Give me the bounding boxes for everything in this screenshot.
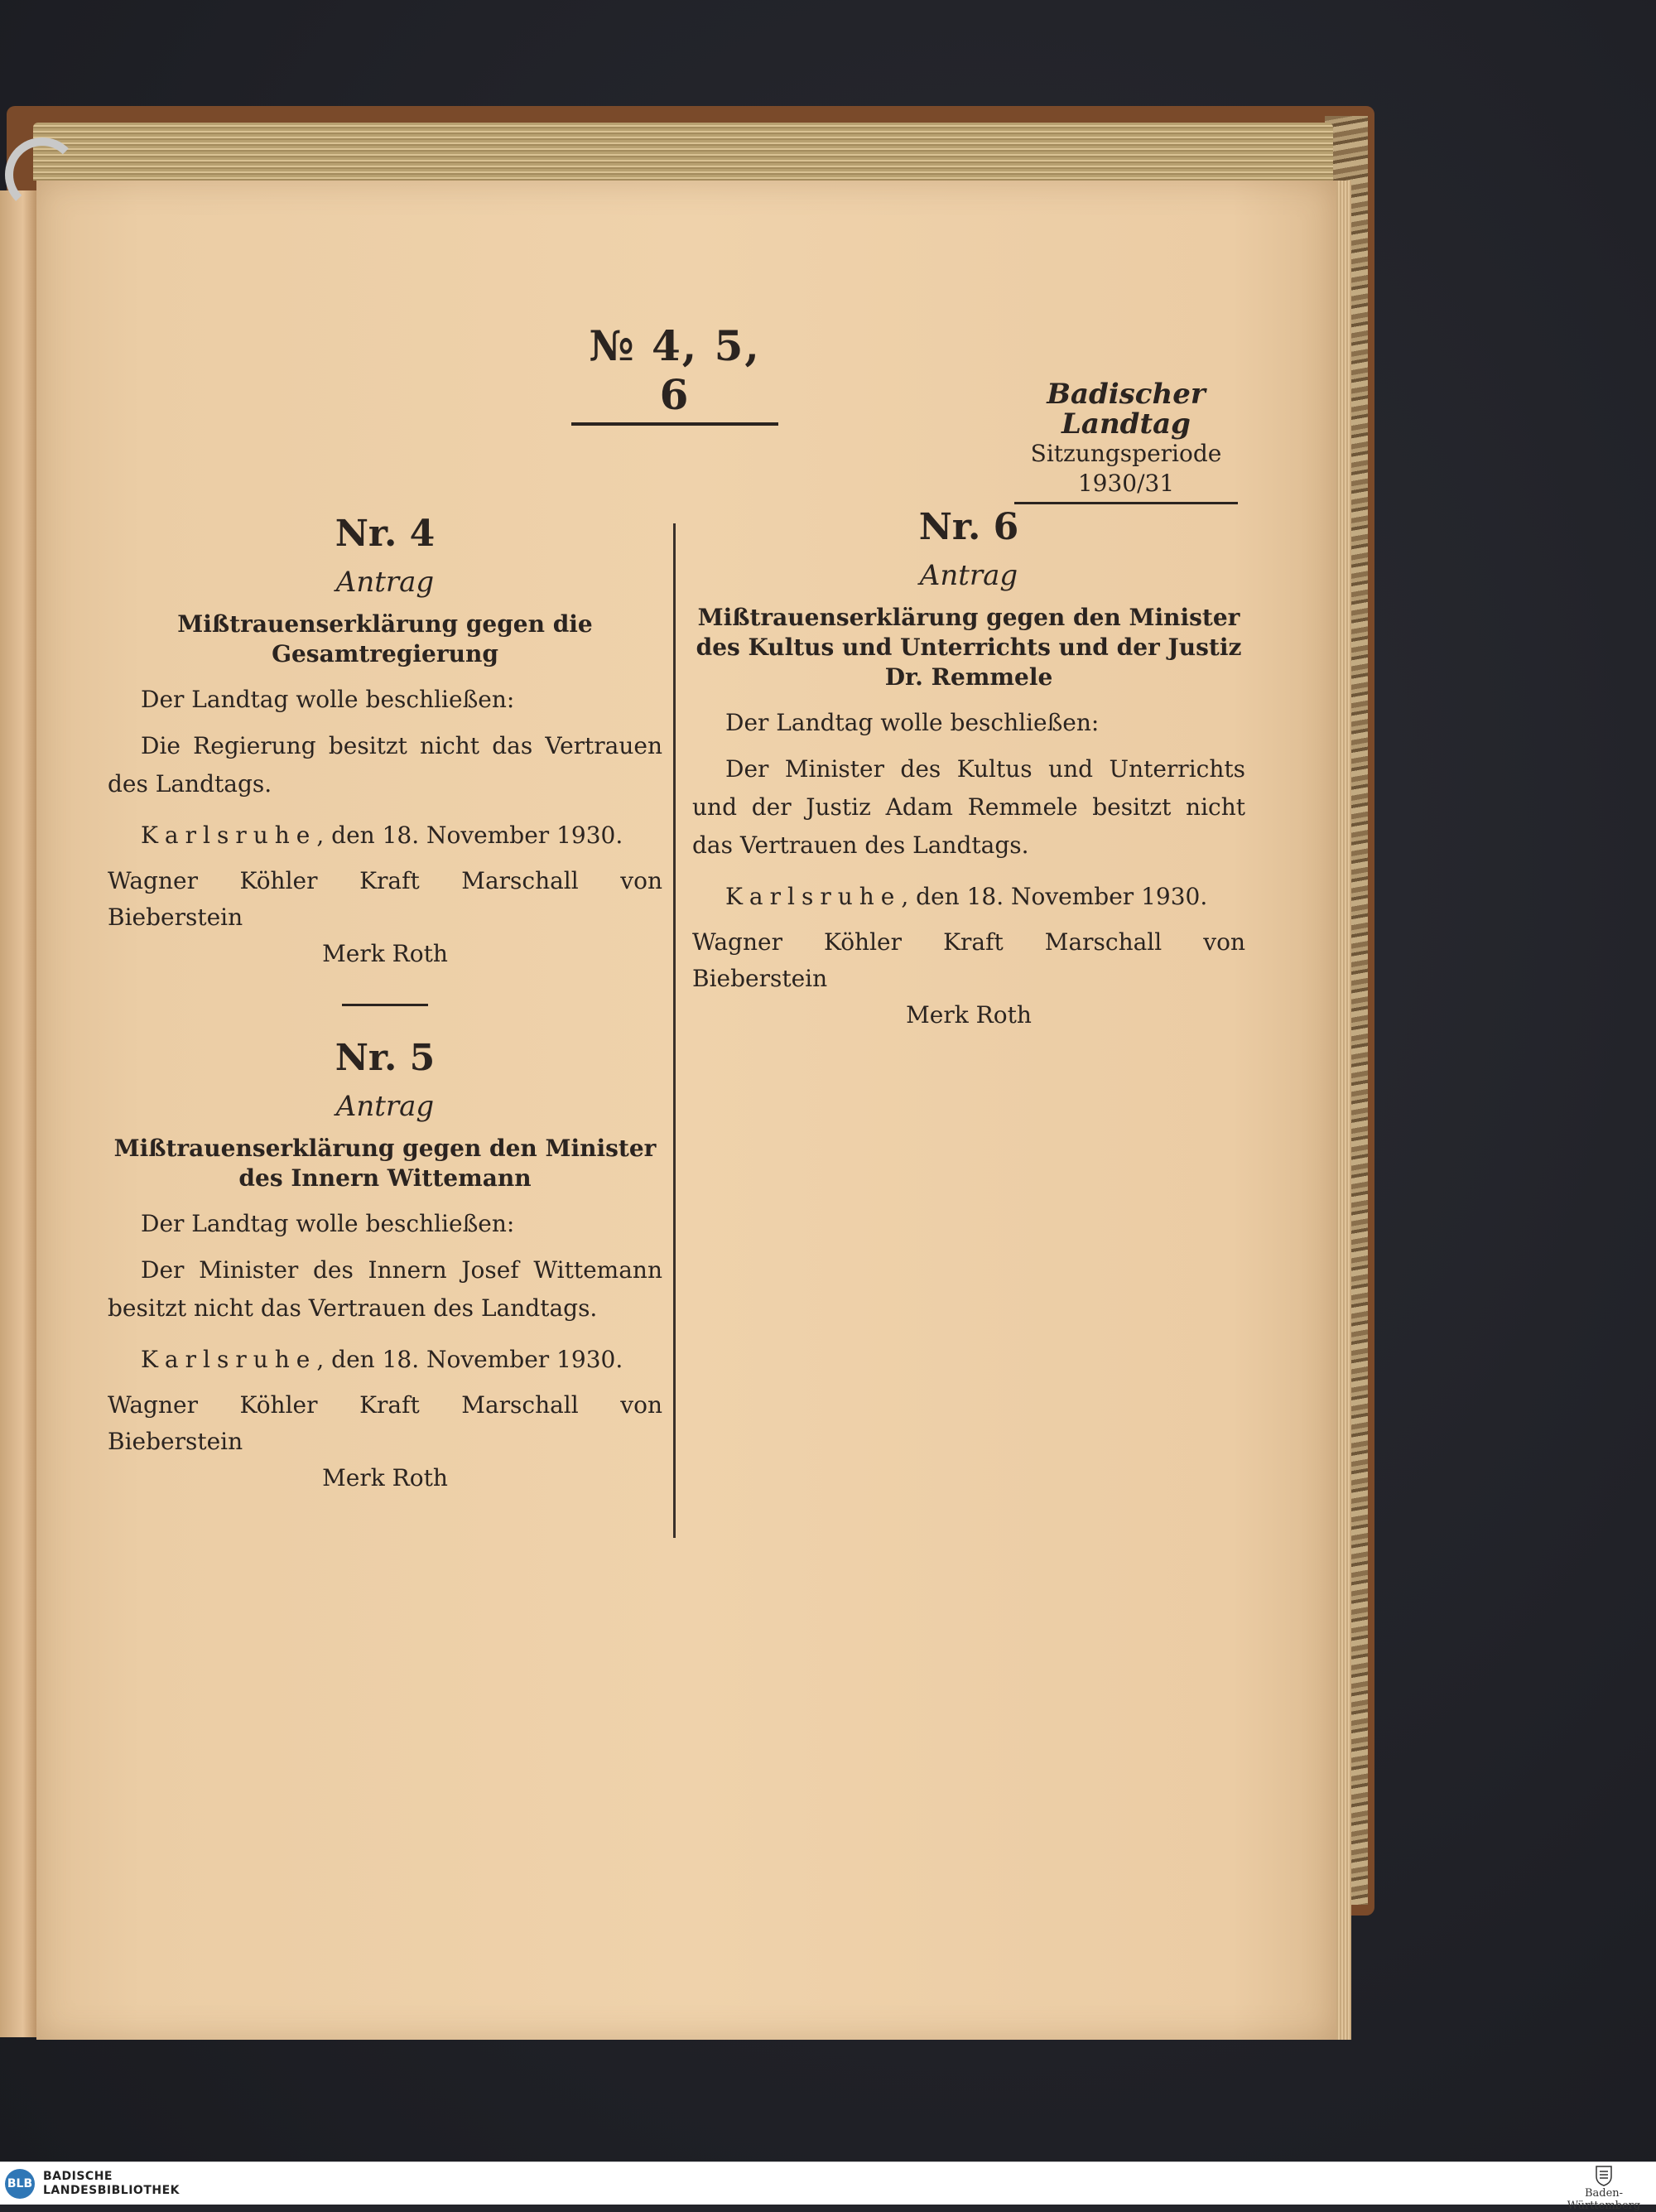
- signers-line-1: Wagner Köhler Kraft Marschall von Bieberstein: [692, 928, 1245, 992]
- section-signers: [108, 863, 662, 972]
- section-intro: Der Landtag wolle beschließen:: [141, 1210, 515, 1237]
- section-separator: [342, 1004, 428, 1006]
- masthead: [1010, 379, 1242, 504]
- signers-line-1: Wagner Köhler Kraft Marschall von Bieberstein: [108, 867, 662, 931]
- signers-line-2: Merk Roth: [906, 1001, 1032, 1029]
- section-text: Der Minister des Kultus und Unterrichts und der Justiz Adam Remmele besitzt nicht das Vertrauen des Landtags.: [692, 755, 1245, 859]
- section-city: Karlsruhe: [141, 822, 317, 849]
- page-edge: [1336, 181, 1351, 2040]
- section-intro: Der Landtag wolle beschließen:: [725, 709, 1100, 736]
- baden-wuerttemberg-logo[interactable]: [1555, 2165, 1653, 2212]
- footer-bar: [0, 2161, 1656, 2212]
- section-subject: Mißtrauenserklärung gegen die Gesamtregierung: [177, 610, 593, 667]
- library-name-line-1: BADISCHE: [43, 2170, 113, 2183]
- signers-line-2: Merk Roth: [322, 940, 448, 967]
- section-nr-6: [692, 508, 1245, 1034]
- right-column: [692, 508, 1245, 1034]
- section-text: Der Minister des Innern Josef Wittemann besitzt nicht das Vertrauen des Landtags.: [108, 1256, 662, 1322]
- document-number-heading: № 4, 5, 6: [571, 321, 778, 426]
- section-signers: [692, 924, 1245, 1034]
- section-type: Antrag: [335, 566, 435, 599]
- section-nr-5: [108, 1039, 662, 1496]
- masthead-rule: [1014, 502, 1238, 504]
- section-place-date: [108, 817, 662, 855]
- section-number: Nr. 5: [335, 1037, 436, 1079]
- signers-line-1: Wagner Köhler Kraft Marschall von Bieberstein: [108, 1391, 662, 1455]
- section-number: Nr. 4: [335, 513, 436, 555]
- section-date: , den 18. November 1930.: [901, 883, 1208, 910]
- coat-of-arms-icon: [1595, 2165, 1613, 2186]
- section-subject: Mißtrauenserklärung gegen den Minister des Kultus und Unterrichts und der Justiz Dr. Remmele: [696, 604, 1242, 691]
- section-text: Die Regierung besitzt nicht das Vertrauen des Landtags.: [108, 732, 662, 798]
- section-type: Antrag: [335, 1090, 435, 1123]
- section-signers: [108, 1387, 662, 1496]
- partner-name: Baden-Württemberg: [1567, 2187, 1641, 2212]
- section-number: Nr. 6: [918, 506, 1019, 548]
- section-place-date: [108, 1341, 662, 1379]
- blb-logo[interactable]: BLB: [5, 2169, 35, 2199]
- section-city: Karlsruhe: [725, 883, 902, 910]
- section-date: , den 18. November 1930.: [316, 822, 623, 849]
- section-subject: Mißtrauenserklärung gegen den Minister des Innern Wittemann: [113, 1135, 657, 1192]
- section-nr-4: [108, 515, 662, 972]
- page-stack-top: [33, 123, 1333, 181]
- masthead-subtitle: Sitzungsperiode: [1030, 440, 1222, 467]
- left-page-sliver: [0, 190, 38, 2037]
- left-column: [108, 515, 662, 1496]
- section-intro: Der Landtag wolle beschließen:: [141, 686, 515, 713]
- library-name-line-2: LANDESBIBLIOTHEK: [43, 2184, 181, 2197]
- library-name[interactable]: [43, 2170, 180, 2198]
- section-city: Karlsruhe: [141, 1346, 317, 1373]
- column-divider: [673, 523, 676, 1538]
- section-date: , den 18. November 1930.: [316, 1346, 623, 1373]
- section-type: Antrag: [919, 559, 1018, 592]
- signers-line-2: Merk Roth: [322, 1464, 448, 1492]
- masthead-title: Badischer Landtag: [1047, 378, 1206, 441]
- masthead-period: 1930/31: [1077, 470, 1175, 497]
- section-place-date: [692, 878, 1245, 916]
